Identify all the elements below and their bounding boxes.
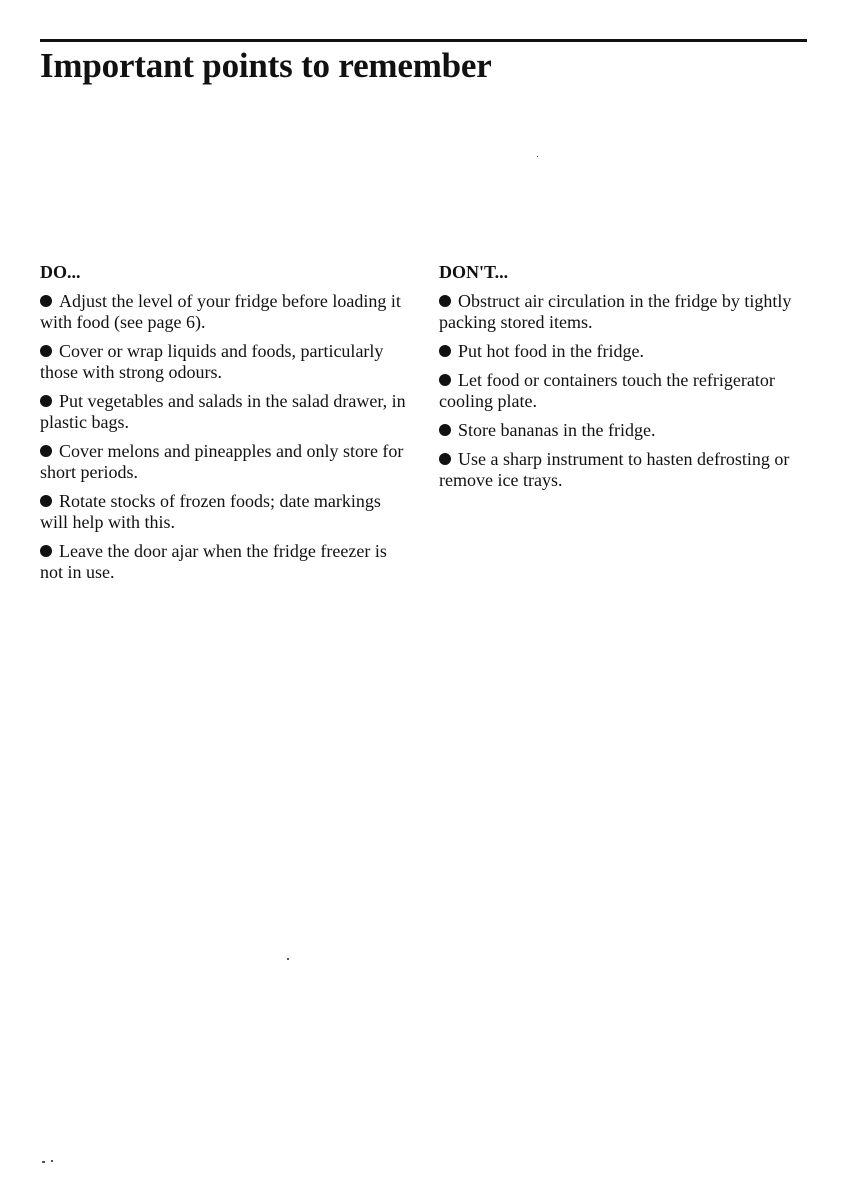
dont-list-item: [439, 291, 811, 333]
dont-list-item: [439, 370, 811, 412]
do-item-text: Adjust the level of your fridge before loading it with food (see page 6).: [40, 290, 401, 332]
dont-item-text: Use a sharp instrument to hasten defrosting or remove ice trays.: [439, 448, 790, 490]
scan-speck: [537, 156, 538, 157]
dont-heading: DON'T...: [439, 262, 509, 282]
do-list-item: [40, 541, 412, 583]
bullet-icon: [40, 545, 52, 557]
bullet-icon: [439, 374, 451, 386]
dont-item-text: Obstruct air circulation in the fridge by tightly packing stored items.: [439, 290, 792, 332]
dont-list-item: [439, 341, 811, 362]
dont-column: [439, 262, 811, 499]
do-item-text: Rotate stocks of frozen foods; date markings will help with this.: [40, 490, 381, 532]
dont-list: [439, 291, 811, 491]
bullet-icon: [40, 445, 52, 457]
bullet-icon: [40, 345, 52, 357]
do-item-text: Cover melons and pineapples and only store for short periods.: [40, 440, 404, 482]
do-column: [40, 262, 412, 591]
dont-item-text: Let food or containers touch the refrigerator cooling plate.: [439, 369, 775, 411]
do-list-item: [40, 341, 412, 383]
page-title: Important points to remember: [40, 46, 492, 85]
bullet-icon: [439, 424, 451, 436]
dont-list-item: [439, 449, 811, 491]
scan-speck: [287, 958, 289, 960]
bullet-icon: [40, 295, 52, 307]
scan-speck: [42, 1161, 45, 1163]
bullet-icon: [40, 395, 52, 407]
do-heading: DO...: [40, 262, 81, 282]
do-list-item: [40, 491, 412, 533]
do-item-text: Put vegetables and salads in the salad drawer, in plastic bags.: [40, 390, 406, 432]
top-rule: [40, 39, 807, 42]
do-item-text: Cover or wrap liquids and foods, particularly those with strong odours.: [40, 340, 384, 382]
dont-item-text: Put hot food in the fridge.: [458, 340, 644, 361]
do-list-item: [40, 291, 412, 333]
scan-speck: [51, 1160, 53, 1162]
bullet-icon: [40, 495, 52, 507]
do-list-item: [40, 441, 412, 483]
bullet-icon: [439, 453, 451, 465]
dont-list-item: [439, 420, 811, 441]
do-list-item: [40, 391, 412, 433]
bullet-icon: [439, 345, 451, 357]
do-list: [40, 291, 412, 583]
bullet-icon: [439, 295, 451, 307]
do-item-text: Leave the door ajar when the fridge freezer is not in use.: [40, 540, 387, 582]
dont-item-text: Store bananas in the fridge.: [458, 419, 656, 440]
